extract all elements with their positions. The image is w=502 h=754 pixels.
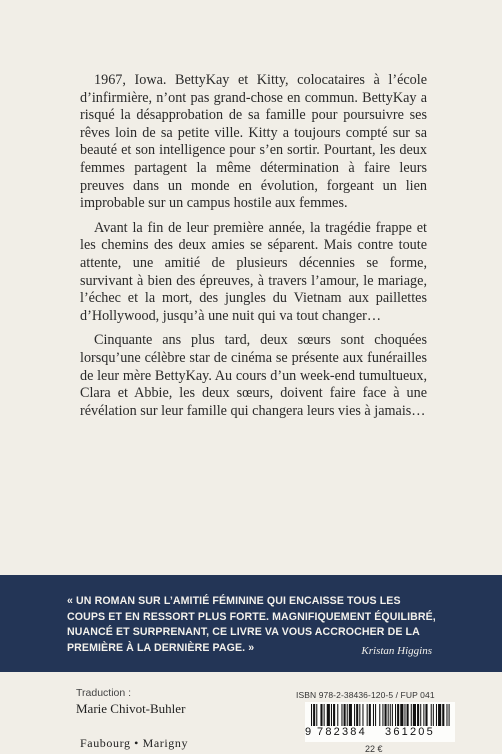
barcode-bar <box>313 704 315 726</box>
barcode-bars <box>311 704 451 726</box>
translation-label: Traduction : <box>76 687 132 699</box>
barcode-bar <box>349 704 352 726</box>
barcode-bar <box>442 704 444 726</box>
barcode-bar <box>411 704 412 726</box>
barcode-bar <box>311 704 312 726</box>
barcode-bar <box>420 704 421 726</box>
barcode-bar <box>375 704 376 726</box>
translator-name: Marie Chivot-Buhler <box>76 701 186 716</box>
barcode-bar <box>369 704 371 726</box>
barcode-bar <box>431 704 432 726</box>
barcode-bar <box>433 704 434 726</box>
barcode-bar <box>382 704 383 726</box>
synopsis-text <box>80 72 427 427</box>
review-author: Kristan Higgins <box>361 645 432 657</box>
barcode-bar <box>337 704 338 726</box>
synopsis-paragraph: Cinquante ans plus tard, deux sœurs sont choquées lorsqu’une célèbre star de cinéma se présente aux funérailles de leur mère BettyKay. Au cours d’un week-end tumultueux, Clara et Abbie, les deux sœurs, doivent faire face à une révélation sur leur famille qui changera leurs vies à jamais… <box>80 332 427 419</box>
barcode <box>305 702 455 742</box>
barcode-bar <box>373 704 374 726</box>
barcode-bar <box>449 704 450 726</box>
barcode-bar <box>354 704 355 726</box>
price-label: 22 € <box>365 744 383 754</box>
barcode-bar <box>359 704 360 726</box>
barcode-bar <box>331 704 332 726</box>
barcode-bar <box>320 704 322 726</box>
barcode-bar <box>397 704 399 726</box>
barcode-bar <box>388 704 389 726</box>
barcode-bar <box>344 704 346 726</box>
barcode-bar <box>446 704 447 726</box>
barcode-bar <box>395 704 396 726</box>
barcode-bar <box>404 704 405 726</box>
barcode-bar <box>356 704 358 726</box>
barcode-bar <box>316 704 317 726</box>
barcode-bar <box>367 704 368 726</box>
barcode-bar <box>407 704 409 726</box>
barcode-bar <box>400 704 403 726</box>
barcode-bar <box>347 704 348 726</box>
barcode-bar <box>362 704 363 726</box>
barcode-bar <box>341 704 342 726</box>
barcode-bar <box>392 704 393 726</box>
barcode-bar <box>423 704 424 726</box>
translator-credit <box>76 687 185 717</box>
barcode-bar <box>379 704 380 726</box>
synopsis-paragraph: 1967, Iowa. BettyKay et Kitty, colocataires à l’école d’infirmière, n’ont pas grand-chose en commun. BettyKay a risqué la désapprobation de sa famille pour poursuivre ses rêves loin de sa petite ville. Kitty a toujours compté sur sa beauté et son intelligence pour s’en sortir. Pourtant, les deux femmes partagent la même détermination à faire leurs preuves dans un monde en évolution, forgeant un lien improbable sur un campus hostile aux femmes. <box>80 72 427 212</box>
barcode-bar <box>436 704 437 726</box>
synopsis-paragraph: Avant la fin de leur première année, la tragédie frappe et les chemins des deux amies se séparent. Mais contre toute attente, une amitié de plusieurs décennies se forme, survivant à bien des épreuves, à travers l’amour, le mariage, l’échec et la mort, des jungles du Vietnam aux paillettes d’Hollywood, jusqu’à une nuit qui va tout changer… <box>80 219 427 324</box>
barcode-bar <box>333 704 335 726</box>
barcode-bar <box>385 704 387 726</box>
barcode-bar <box>438 704 441 726</box>
barcode-bar <box>425 704 427 726</box>
barcode-bar <box>390 704 391 726</box>
barcode-bar <box>417 704 419 726</box>
barcode-bar <box>413 704 416 726</box>
review-quote-band <box>0 575 502 672</box>
barcode-right-group: 361205 <box>385 726 435 738</box>
publisher-name: Faubourg • Marigny <box>80 736 189 750</box>
barcode-bar <box>324 704 325 726</box>
isbn-line: ISBN 978-2-38436-120-5 / FUP 041 <box>296 690 435 700</box>
barcode-lead-digit: 9 <box>305 726 312 738</box>
barcode-bar <box>327 704 330 726</box>
review-quote: « UN ROMAN SUR L’AMITIÉ FÉMININE QUI ENCAISSE TOUS LES COUPS ET EN RESSORT PLUS FORTE. MAGNIFIQUEMENT ÉQUILIBRÉ, NUANCÉ ET SURPRENANT, CE LIVRE VA VOUS ACCROCHER DE LA PREMIÈRE À LA DERNIÈRE PAGE. » <box>67 595 436 654</box>
barcode-left-group: 782384 <box>317 726 367 738</box>
